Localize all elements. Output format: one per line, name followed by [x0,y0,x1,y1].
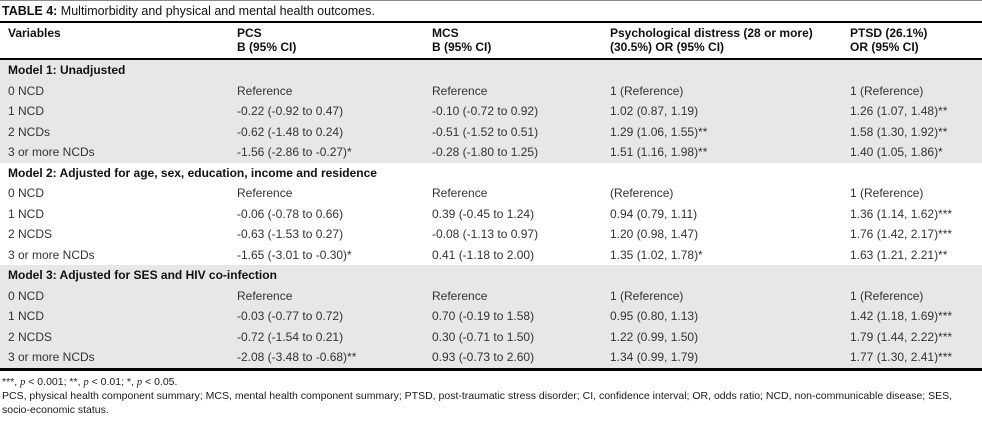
italic-p: p [20,376,26,388]
table-footnotes [0,371,982,418]
cell-psych: (Reference) [610,186,674,200]
cell-pcs: -0.03 (-0.77 to 0.72) [237,309,344,323]
table-title-label: TABLE 4: [2,4,58,18]
row-label: 0 NCD [8,186,45,200]
section-header-model-2: Model 2: Adjusted for age, sex, education, income and residence [8,165,377,180]
cell-psych: 1.02 (0.87, 1.19) [610,104,699,118]
table-row [0,286,982,307]
cell-ptsd: 1.58 (1.30, 1.92)** [850,124,948,139]
cell-pcs: Reference [237,83,293,98]
table-row [0,245,982,266]
table-row [0,347,982,368]
cell-mcs: -0.28 (-1.80 to 1.25) [432,145,539,159]
section-model-3 [0,265,982,371]
cell-mcs: 0.39 (-0.45 to 1.24) [432,206,535,221]
section-model-1 [0,60,982,163]
cell-ptsd: 1 (Reference) [850,83,924,98]
row-label: 3 or more NCDs [8,350,95,364]
cell-pcs: -0.72 (-1.54 to 0.21) [237,329,344,344]
cell-ptsd: 1.77 (1.30, 2.41)*** [850,350,953,364]
cell-psych: 1.20 (0.98, 1.47) [610,227,699,241]
cell-pcs: -0.63 (-1.53 to 0.27) [237,227,344,241]
cell-pcs: -2.08 (-3.48 to -0.68)** [237,350,357,364]
cell-mcs: -0.51 (-1.52 to 0.51) [432,124,539,139]
row-label: 0 NCD [8,288,45,303]
cell-pcs: -0.06 (-0.78 to 0.66) [237,206,344,221]
column-header-psych-distress: Psychological distress (28 or more) (30.5%) OR (95% CI) [610,26,813,54]
cell-ptsd: 1.26 (1.07, 1.48)** [850,104,948,118]
cell-pcs: -0.22 (-0.92 to 0.47) [237,104,344,118]
cell-ptsd: 1.76 (1.42, 2.17)*** [850,227,953,241]
italic-p: p [83,376,89,388]
column-header-ptsd: PTSD (26.1%) OR (95% CI) [850,26,928,54]
abbreviations-footnote: PCS, physical health component summary; MCS, mental health component summary; PTSD, post-traumatic stress disorder; CI, confidence interval; OR, odds ratio; NCD, non-communicable disease; SES, socio-economic status. [2,390,953,416]
cell-mcs: 0.93 (-0.73 to 2.60) [432,350,535,364]
cell-psych: 1.51 (1.16, 1.98)** [610,145,708,159]
row-label: 3 or more NCDs [8,145,95,159]
table-row [0,204,982,225]
cell-psych: 1.22 (0.99, 1.50) [610,329,699,344]
section-header-model-3: Model 3: Adjusted for SES and HIV co-infection [8,268,277,282]
cell-ptsd: 1 (Reference) [850,186,924,200]
significance-footnote: ***, p < 0.001; **, p < 0.01; *, p < 0.05. [2,375,178,388]
row-label: 2 NCDS [8,227,53,241]
cell-mcs: Reference [432,83,488,98]
cell-ptsd: 1.40 (1.05, 1.86)* [850,145,943,159]
cell-ptsd: 1.79 (1.44, 2.22)*** [850,329,953,344]
row-label: 2 NCDs [8,124,51,139]
row-label: 1 NCD [8,206,45,221]
cell-pcs: -0.62 (-1.48 to 0.24) [237,124,344,139]
table-header-row [0,23,982,60]
cell-pcs: -1.65 (-3.01 to -0.30)* [237,247,352,262]
row-label: 2 NCDS [8,329,53,344]
cell-mcs: Reference [432,288,488,303]
cell-mcs: Reference [432,186,488,200]
cell-pcs: Reference [237,288,293,303]
column-header-mcs: MCS B (95% CI) [432,26,492,54]
column-header-variables: Variables [8,26,61,40]
cell-pcs: Reference [237,186,293,200]
row-label: 1 NCD [8,104,45,118]
cell-mcs: 0.70 (-0.19 to 1.58) [432,309,535,323]
table-row [0,81,982,102]
cell-mcs: 0.41 (-1.18 to 2.00) [432,247,535,262]
table-title-text: Multimorbidity and physical and mental health outcomes. [57,4,375,18]
cell-mcs: 0.30 (-0.71 to 1.50) [432,329,535,344]
cell-psych: 1.29 (1.06, 1.55)** [610,124,708,139]
row-label: 0 NCD [8,83,45,98]
column-header-pcs: PCS B (95% CI) [237,26,297,54]
table-row [0,122,982,143]
section-header-model-1: Model 1: Unadjusted [8,63,126,77]
row-label: 3 or more NCDs [8,247,95,262]
table-row [0,327,982,348]
table-row [0,306,982,327]
table-row [0,142,982,163]
cell-ptsd: 1 (Reference) [850,288,924,303]
cell-ptsd: 1.36 (1.14, 1.62)*** [850,206,953,221]
cell-ptsd: 1.42 (1.18, 1.69)*** [850,309,953,323]
table-row [0,101,982,122]
section-model-2 [0,163,982,266]
row-label: 1 NCD [8,309,45,323]
table-title [0,1,982,23]
cell-ptsd: 1.63 (1.21, 2.21)** [850,247,948,262]
table-row [0,224,982,245]
cell-mcs: -0.08 (-1.13 to 0.97) [432,227,539,241]
italic-p: p [136,376,143,388]
table-row [0,183,982,204]
cell-psych: 1.34 (0.99, 1.79) [610,350,699,364]
cell-psych: 1.35 (1.02, 1.78)* [610,247,703,262]
cell-pcs: -1.56 (-2.86 to -0.27)* [237,145,352,159]
cell-mcs: -0.10 (-0.72 to 0.92) [432,104,539,118]
cell-psych: 0.94 (0.79, 1.11) [610,206,698,221]
cell-psych: 1 (Reference) [610,83,684,98]
cell-psych: 1 (Reference) [610,288,684,303]
cell-psych: 0.95 (0.80, 1.13) [610,309,699,323]
